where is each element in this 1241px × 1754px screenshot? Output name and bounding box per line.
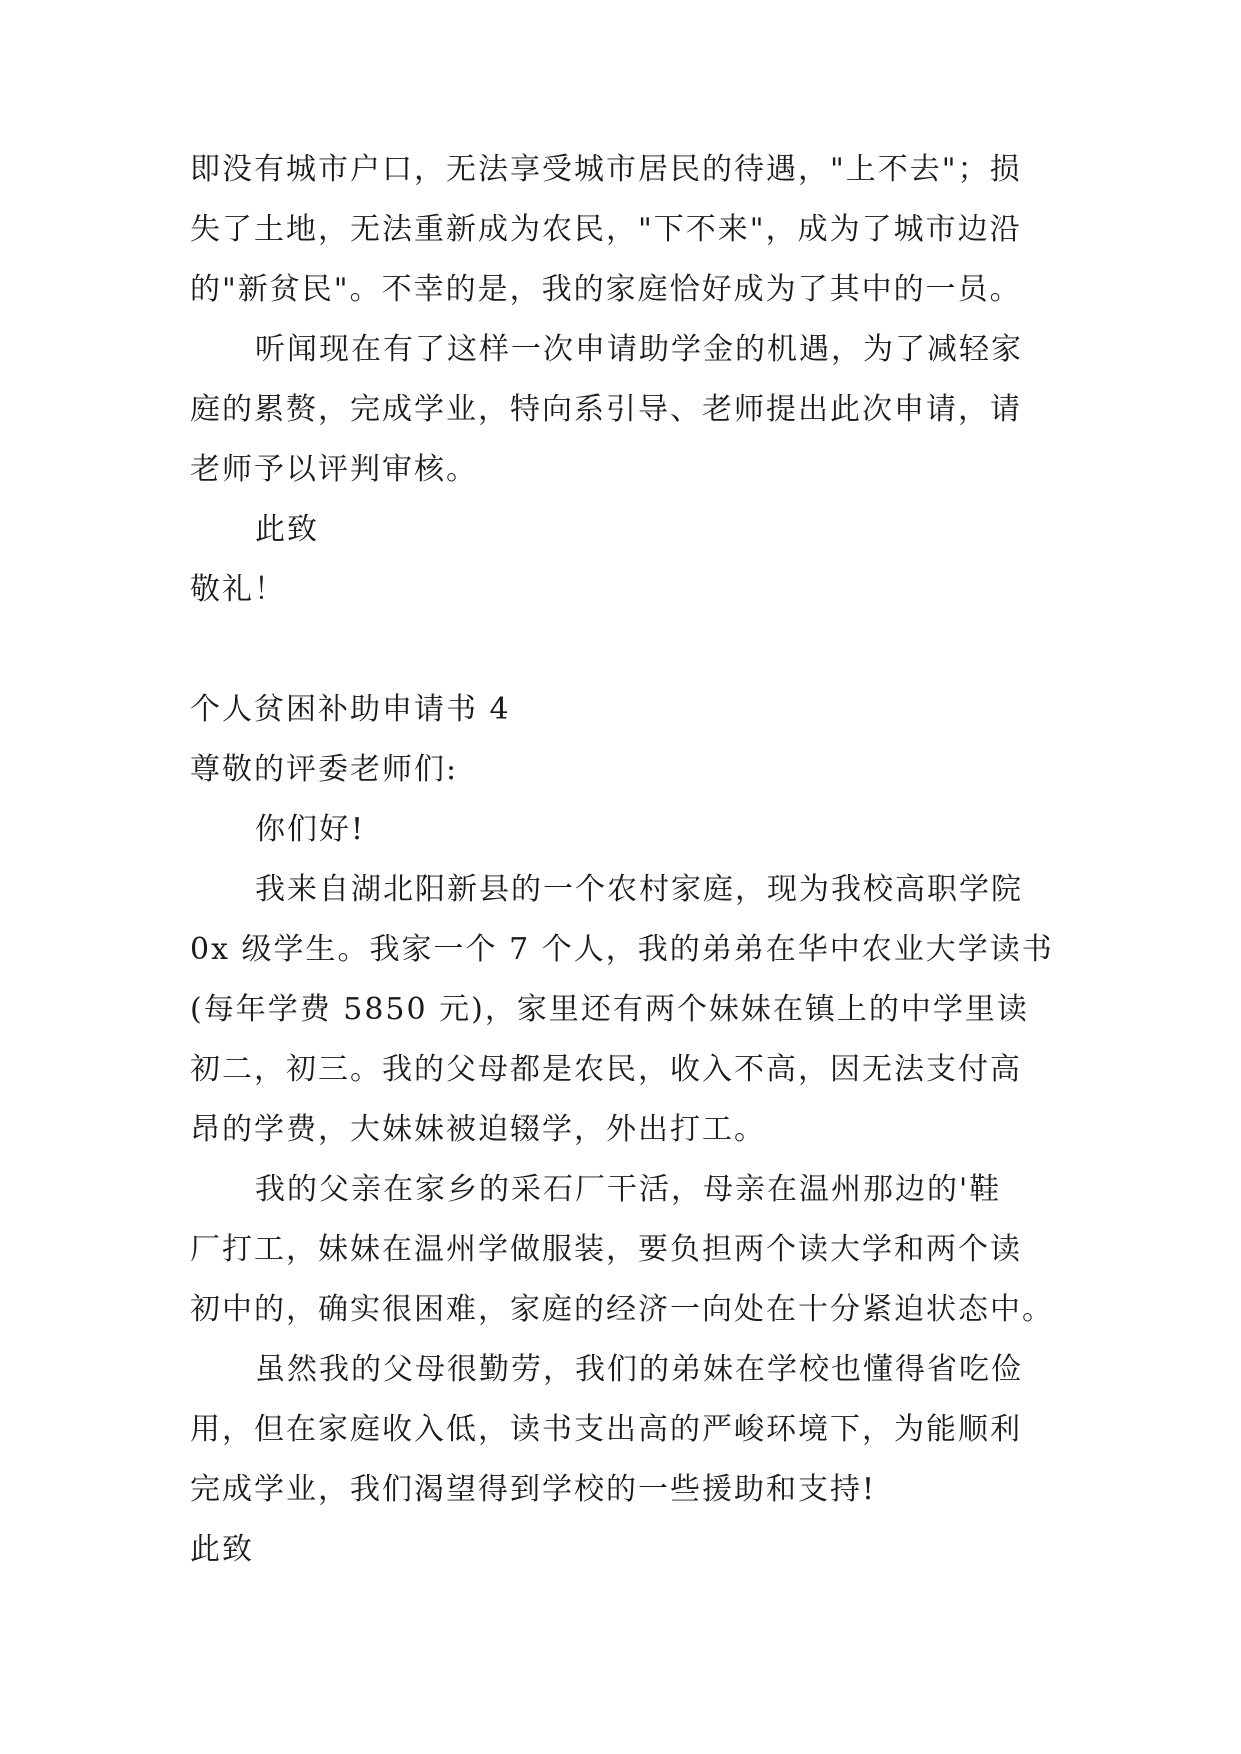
- paragraph-line: 昂的学费，大妹妹被迫辍学，外出打工。: [190, 1112, 766, 1147]
- paragraph-line: 失了土地，无法重新成为农民，"下不来"，成为了城市边沿: [190, 212, 1022, 247]
- paragraph-line: 厂打工，妹妹在温州学做服装，要负担两个读大学和两个读: [190, 1232, 1022, 1267]
- addressee: 尊敬的评委老师们:: [190, 752, 459, 787]
- paragraph-line: 庭的累赘，完成学业，特向系引导、老师提出此次申请，请: [190, 392, 1022, 427]
- paragraph-line: 即没有城市户口，无法享受城市居民的待遇，"上不去"；损: [190, 152, 1022, 187]
- paragraph-line: 初二，初三。我的父母都是农民，收入不高，因无法支付高: [190, 1052, 1022, 1087]
- paragraph-line: 虽然我的父母很勤劳，我们的弟妹在学校也懂得省吃俭: [255, 1352, 1023, 1387]
- paragraph-line: 完成学业，我们渴望得到学校的一些援助和支持!: [190, 1472, 877, 1507]
- salutation: 敬礼！: [190, 572, 286, 607]
- paragraph-line: (每年学费 5850 元)，家里还有两个妹妹在镇上的中学里读: [190, 992, 1029, 1027]
- section-title: 个人贫困补助申请书 4: [190, 692, 511, 727]
- paragraph-line: 0x 级学生。我家一个 7 个人，我的弟弟在华中农业大学读书: [190, 932, 1054, 967]
- paragraph-line: 初中的，确实很困难，家庭的经济一向处在十分紧迫状态中。: [190, 1292, 1054, 1327]
- paragraph-line: 听闻现在有了这样一次申请助学金的机遇，为了减轻家: [255, 332, 1023, 367]
- paragraph-line: 的"新贫民"。不幸的是，我的家庭恰好成为了其中的一员。: [190, 272, 1022, 307]
- paragraph-line: 我的父亲在家乡的采石厂干活，母亲在温州那边的'鞋: [255, 1172, 1002, 1207]
- paragraph-line: 我来自湖北阳新县的一个农村家庭，现为我校高职学院: [255, 872, 1023, 907]
- paragraph-line: 老师予以评判审核。: [190, 452, 478, 487]
- greeting: 你们好!: [255, 812, 366, 847]
- closing-phrase: 此致: [255, 512, 319, 547]
- paragraph-line: 用，但在家庭收入低，读书支出高的严峻环境下，为能顺利: [190, 1412, 1022, 1447]
- closing-phrase: 此致: [190, 1532, 254, 1567]
